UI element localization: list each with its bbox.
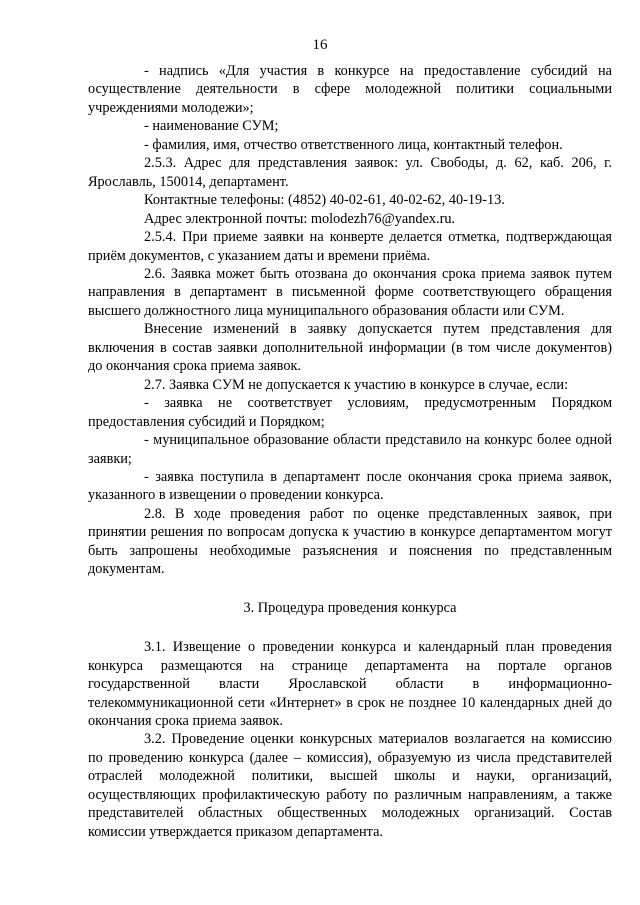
section-2-continuation — [88, 62, 612, 579]
paragraph: 2.6. Заявка может быть отозвана до окончания срока приема заявок путем направления в департамент в письменной форме соответствующего обращения высшего должностного лица муниципального образования области или СУМ. — [88, 265, 612, 319]
section-heading: 3. Процедура проведения конкурса — [243, 599, 457, 616]
paragraph: 2.5.3. Адрес для представления заявок: ул. Свободы, д. 62, каб. 206, г. Ярославль, 150014, департамент. — [88, 155, 612, 190]
paragraph: Контактные телефоны: (4852) 40-02-61, 40-02-62, 40-19-13. — [144, 192, 505, 209]
section-3 — [88, 638, 612, 841]
paragraph: 3.2. Проведение оценки конкурсных материалов возлагается на комиссию по проведению конкурса (далее – комиссия), образуемую из числа представителей отраслей молодежной политики, высшей школы и науки, организаций, осуществляющих профилактическую работу по различным направлениям, а также представителей областных общественных молодежных организаций. Состав комиссии утверждается приказом департамента. — [88, 731, 612, 840]
paragraph: - надпись «Для участия в конкурсе на предоставление субсидий на осуществление деятельности в сфере молодежной политики социальными учреждениями молодежи»; — [88, 63, 612, 116]
paragraph: - муниципальное образование области представило на конкурс более одной заявки; — [88, 432, 612, 467]
paragraph: 2.7. Заявка СУМ не допускается к участию в конкурсе в случае, если: — [144, 376, 569, 393]
paragraph: - фамилия, имя, отчество ответственного лица, контактный телефон. — [144, 136, 563, 153]
paragraph: - наименование СУМ; — [144, 118, 279, 135]
page-number: 16 — [312, 37, 328, 53]
document-body — [88, 62, 612, 841]
paragraph: 3.1. Извещение о проведении конкурса и календарный план проведения конкурса размещаются на странице департамента на портале органов государственной власти Ярославской области в информационно-телекоммуникационной сети «Интернет» в срок не позднее 10 календарных дней до окончания срока приема заявок. — [88, 639, 612, 729]
paragraph: 2.5.4. При приеме заявки на конверте делается отметка, подтверждающая приём документов, с указанием даты и времени приёма. — [88, 229, 612, 264]
paragraph: Адрес электронной почты: molodezh76@yandex.ru. — [144, 210, 456, 227]
paragraph: - заявка поступила в департамент после окончания срока приема заявок, указанного в извещении о проведении конкурса. — [88, 468, 612, 504]
paragraph: Внесение изменений в заявку допускается путем представления для включения в состав заявки дополнительной информации (в том числе документов) до окончания срока приема заявок. — [88, 321, 612, 375]
paragraph: 2.8. В ходе проведения работ по оценке представленных заявок, при принятии решения по вопросам допуска к участию в конкурсе департаментом могут быть запрошены необходимые разъяснения и пояснения по представленным документам. — [88, 505, 612, 578]
paragraph: - заявка не соответствует условиям, предусмотренным Порядком предоставления субсидий и Порядком; — [88, 395, 612, 430]
